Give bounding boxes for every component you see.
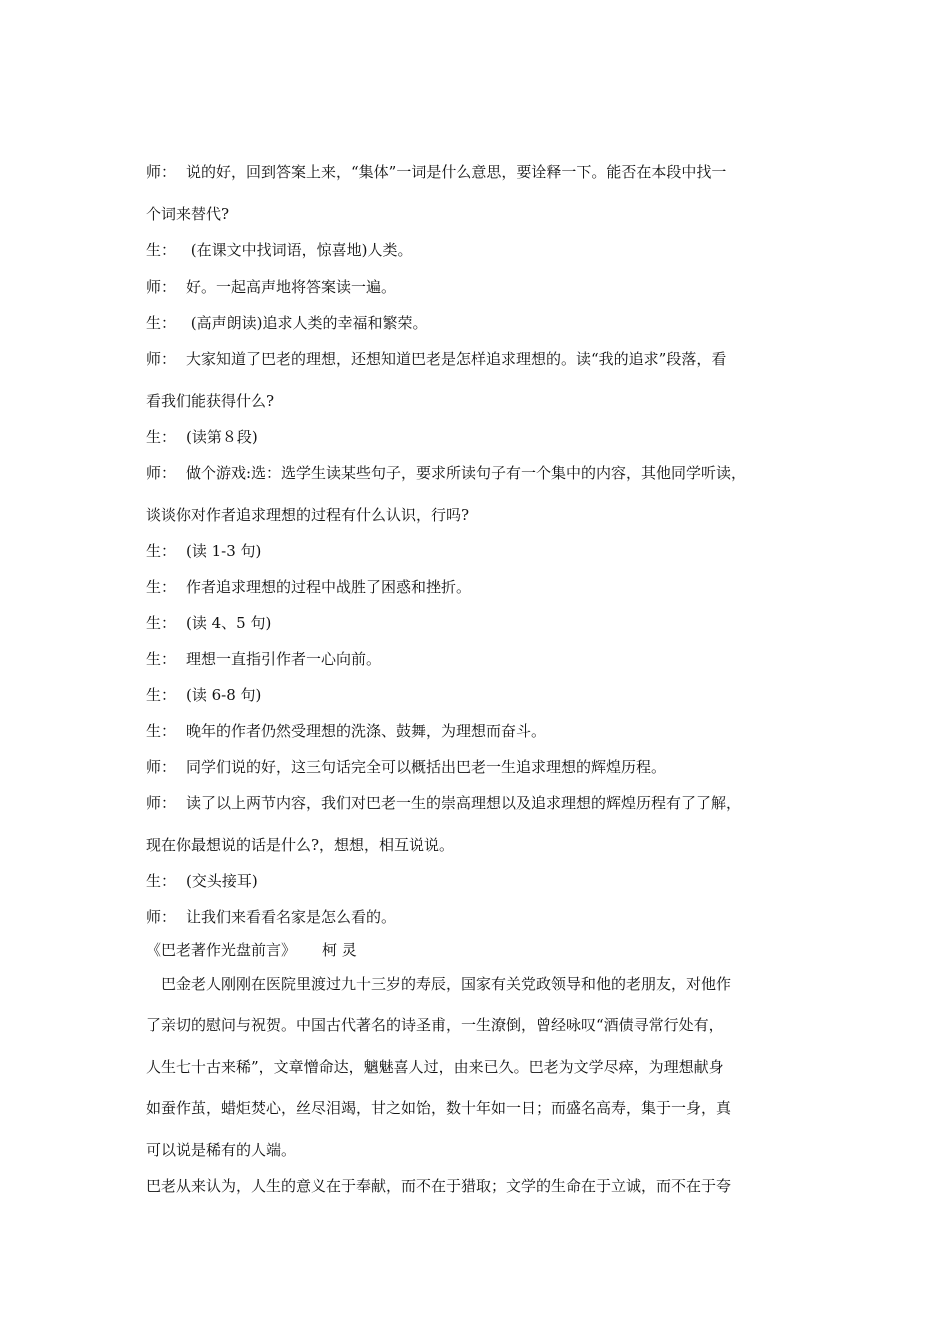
line-text: (读 4、5 句) bbox=[186, 614, 272, 632]
quote-paragraph-line bbox=[146, 1098, 731, 1118]
dialogue-line bbox=[146, 391, 274, 411]
dialogue-line bbox=[146, 162, 726, 182]
quote-heading bbox=[146, 940, 357, 960]
quote-paragraph-line bbox=[146, 1140, 296, 1160]
dialogue-line bbox=[146, 505, 469, 525]
line-text: 作者追求理想的过程中战胜了困惑和挫折。 bbox=[186, 578, 472, 596]
paragraph-text: 人生七十古来稀”，文章憎命达，魑魅喜人过，由来已久。巴老为文学尽瘁，为理想献身 bbox=[146, 1058, 724, 1076]
dialogue-line bbox=[146, 649, 381, 669]
line-text: (读第８段) bbox=[186, 428, 258, 446]
dialogue-line bbox=[146, 240, 412, 260]
speaker-label: 师： bbox=[146, 163, 177, 181]
dialogue-line bbox=[146, 835, 454, 855]
dialogue-line bbox=[146, 613, 271, 633]
line-text: 好。一起高声地将答案读一遍。 bbox=[186, 278, 397, 296]
speaker-label: 师： bbox=[146, 908, 177, 926]
line-text: 理想一直指引作者一心向前。 bbox=[186, 650, 382, 668]
line-text: (高声朗读)追求人类的幸福和繁荣。 bbox=[186, 314, 428, 332]
line-text: (在课文中找词语，惊喜地)人类。 bbox=[186, 241, 413, 259]
speaker-label: 师： bbox=[146, 794, 177, 812]
line-text: 大家知道了巴老的理想，还想知道巴老是怎样追求理想的。读“我的追求”段落，看 bbox=[186, 350, 727, 368]
speaker-label: 生： bbox=[146, 614, 177, 632]
speaker-label: 生： bbox=[146, 314, 177, 332]
dialogue-line bbox=[146, 907, 396, 927]
speaker-label: 生： bbox=[146, 872, 177, 890]
line-text: (读 6-8 句) bbox=[186, 686, 262, 704]
dialogue-line bbox=[146, 871, 258, 891]
quote-paragraph-line bbox=[146, 1057, 724, 1077]
dialogue-line bbox=[146, 313, 427, 333]
speaker-label: 生： bbox=[146, 686, 177, 704]
dialogue-line bbox=[146, 685, 261, 705]
line-text: 谈谈你对作者追求理想的过程有什么认识，行吗? bbox=[146, 506, 470, 524]
paragraph-text: 了亲切的慰问与祝贺。中国古代著名的诗圣甫，一生潦倒，曾经咏叹“酒债寻常行处有， bbox=[146, 1016, 724, 1034]
dialogue-line bbox=[146, 757, 666, 777]
line-text: 让我们来看看名家是怎么看的。 bbox=[186, 908, 397, 926]
speaker-label: 生： bbox=[146, 722, 177, 740]
speaker-label: 师： bbox=[146, 278, 177, 296]
dialogue-line bbox=[146, 793, 741, 813]
line-text: 做个游戏:选：选学生读某些句子，要求所读句子有一个集中的内容，其他同学听读， bbox=[186, 464, 747, 482]
speaker-label: 生： bbox=[146, 428, 177, 446]
quote-paragraph-line bbox=[146, 1176, 731, 1196]
quote-author: 柯 灵 bbox=[322, 941, 357, 959]
speaker-label: 师： bbox=[146, 758, 177, 776]
line-text: 晚年的作者仍然受理想的洗涤、鼓舞，为理想而奋斗。 bbox=[186, 722, 547, 740]
dialogue-line bbox=[146, 427, 258, 447]
line-text: 个词来替代? bbox=[146, 205, 230, 223]
line-text: 读了以上两节内容，我们对巴老一生的崇高理想以及追求理想的辉煌历程有了了解， bbox=[186, 794, 742, 812]
quote-paragraph-line bbox=[146, 1015, 724, 1035]
paragraph-text: 巴金老人刚刚在医院里渡过九十三岁的寿辰，国家有关党政领导和他的老朋友，对他作 bbox=[161, 975, 732, 993]
line-text: (读 1-3 句) bbox=[186, 542, 262, 560]
dialogue-line bbox=[146, 204, 229, 224]
speaker-label: 生： bbox=[146, 542, 177, 560]
dialogue-line bbox=[146, 541, 261, 561]
quote-paragraph-line bbox=[161, 974, 731, 994]
dialogue-line bbox=[146, 463, 746, 483]
speaker-label: 师： bbox=[146, 464, 177, 482]
dialogue-line bbox=[146, 577, 471, 597]
line-text: 现在你最想说的话是什么?，想想，相互说说。 bbox=[146, 836, 455, 854]
line-text: (交头接耳) bbox=[186, 872, 258, 890]
speaker-label: 生： bbox=[146, 578, 177, 596]
paragraph-text: 巴老从来认为，人生的意义在于奉献，而不在于猎取；文学的生命在于立诚，而不在于夸 bbox=[146, 1177, 732, 1195]
dialogue-line bbox=[146, 721, 546, 741]
line-text: 看我们能获得什么? bbox=[146, 392, 275, 410]
dialogue-line bbox=[146, 277, 396, 297]
paragraph-text: 可以说是稀有的人端。 bbox=[146, 1141, 297, 1159]
line-text: 说的好，回到答案上来，“集体”一词是什么意思，要诠释一下。能否在本段中找一 bbox=[186, 163, 727, 181]
quote-title: 《巴老著作光盘前言》 bbox=[146, 941, 297, 959]
dialogue-line bbox=[146, 349, 726, 369]
line-text: 同学们说的好，这三句话完全可以概括出巴老一生追求理想的辉煌历程。 bbox=[186, 758, 667, 776]
paragraph-text: 如蚕作茧，蜡炬焚心，丝尽泪竭，甘之如饴，数十年如一日；而盛名高寿，集于一身，真 bbox=[146, 1099, 732, 1117]
speaker-label: 生： bbox=[146, 650, 177, 668]
speaker-label: 生： bbox=[146, 241, 177, 259]
speaker-label: 师： bbox=[146, 350, 177, 368]
